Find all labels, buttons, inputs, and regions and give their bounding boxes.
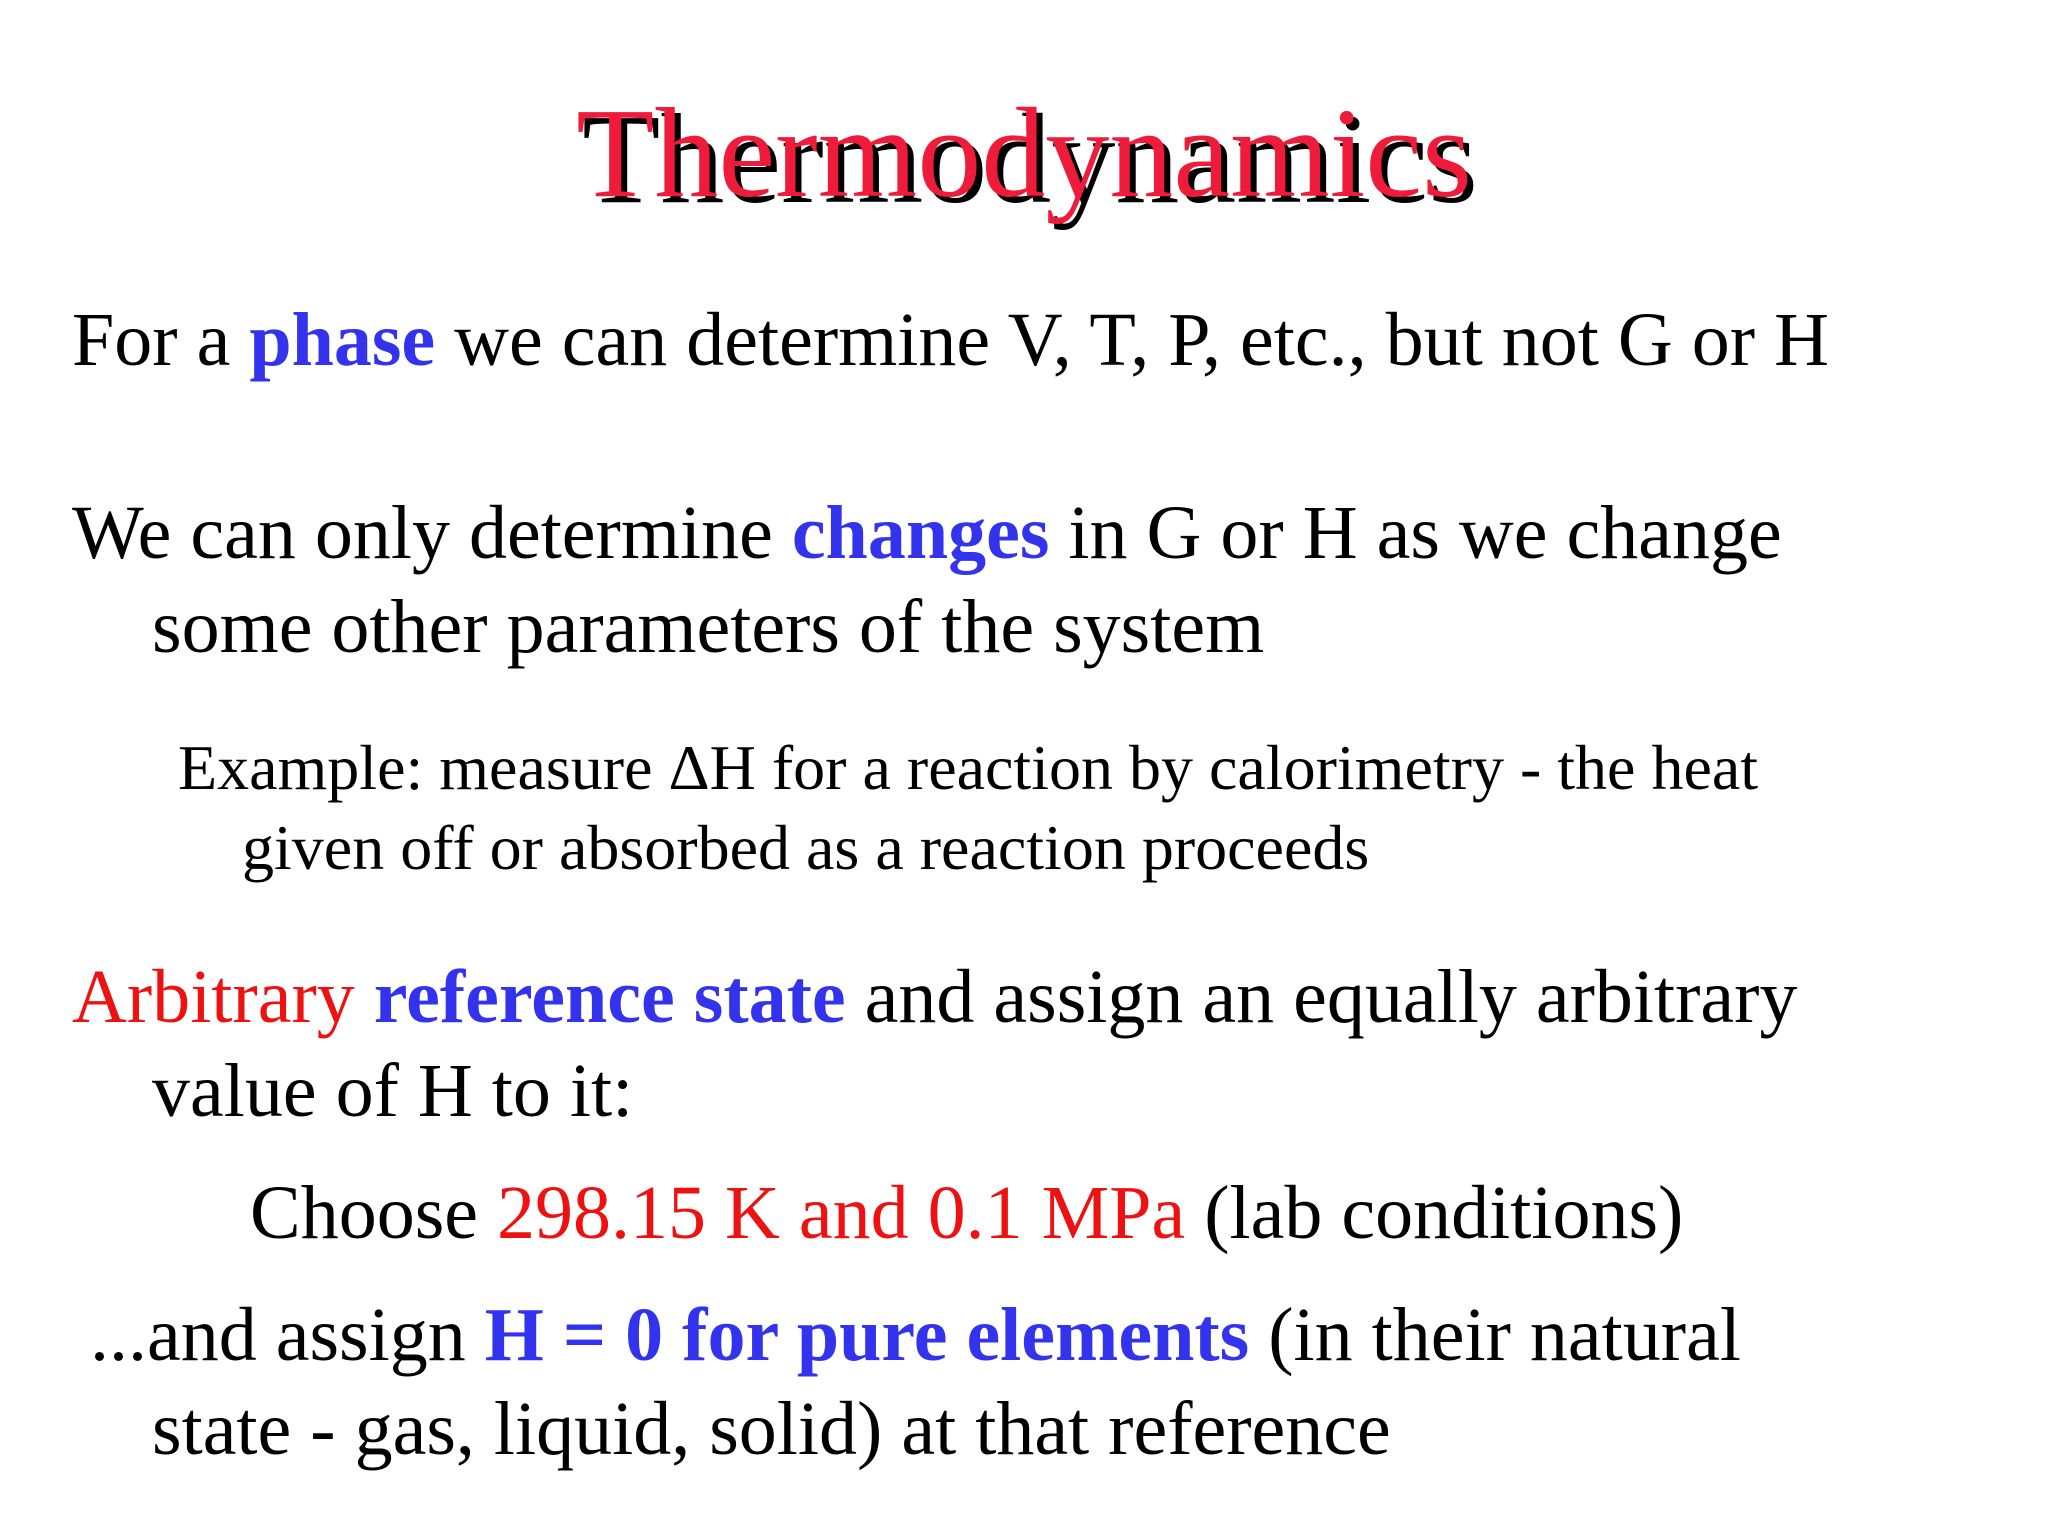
assign-line1 — [90, 1290, 1741, 1380]
changes-statement-line1 — [72, 488, 1782, 578]
phase-keyword: phase — [249, 298, 436, 382]
choose-suffix: (lab conditions) — [1185, 1171, 1684, 1255]
reference-state-keyword: reference state — [373, 955, 846, 1039]
assign-line2: state - gas, liquid, solid) at that reference — [152, 1387, 1391, 1471]
reference-statement-line2: value of H to it: — [152, 1049, 634, 1133]
h-zero-keyword: H = 0 for pure elements — [484, 1293, 1250, 1377]
choose-prefix: Choose — [250, 1171, 497, 1255]
changes-keyword: changes — [791, 491, 1050, 575]
reference-statement-line1 — [72, 952, 1797, 1042]
changes-statement-line2: some other parameters of the system — [152, 585, 1265, 669]
changes-prefix: We can only determine — [72, 491, 792, 575]
slide-title: Thermodynamics — [576, 82, 1472, 224]
example-line2: given off or absorbed as a reaction proceeds — [242, 812, 1370, 883]
phase-statement — [72, 295, 1829, 385]
phase-prefix: For a — [72, 298, 250, 382]
phase-suffix: we can determine V, T, P, etc., but not G or H — [435, 298, 1829, 382]
space — [355, 955, 374, 1039]
lab-conditions-value: 298.15 K and 0.1 MPa — [497, 1171, 1186, 1255]
arbitrary-keyword: Arbitrary — [72, 955, 355, 1039]
assign-suffix: (in their natural — [1249, 1293, 1741, 1377]
assign-prefix: ...and assign — [90, 1293, 485, 1377]
changes-suffix: in G or H as we change — [1049, 491, 1782, 575]
example-line1: Example: measure ΔH for a reaction by calorimetry - the heat — [178, 732, 1759, 803]
reference-suffix: and assign an equally arbitrary — [845, 955, 1798, 1039]
choose-line — [250, 1168, 1683, 1258]
